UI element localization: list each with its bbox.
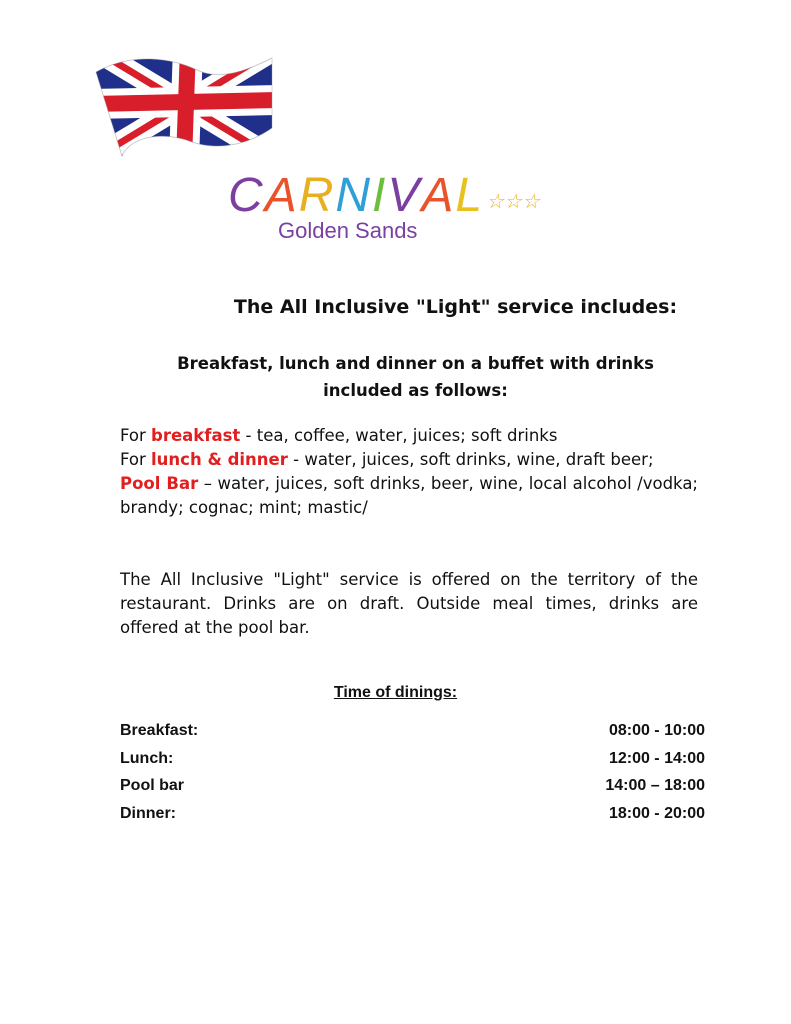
logo-letter: R <box>298 169 336 222</box>
pool-bar-drinks: Pool Bar – water, juices, soft drinks, beer, wine, local alcohol /vodka; brandy; cognac; mint; mastic/ <box>120 474 698 517</box>
carnival-logo <box>228 168 568 244</box>
logo-letter: C <box>228 169 265 222</box>
schedule-row-pool-bar: Pool bar 14:00 – 18:00 <box>120 777 705 794</box>
logo-letter: I <box>372 169 388 222</box>
schedule-row-breakfast: Breakfast: 08:00 - 10:00 <box>120 722 705 739</box>
logo-letter: N <box>335 169 373 222</box>
service-info-paragraph: The All Inclusive "Light" service is offered on the territory of the restaurant. Drinks are on draft. Outside meal times, drinks are offered at the pool bar. <box>120 570 698 637</box>
pool-bar-highlight: Pool Bar <box>120 474 199 493</box>
subheading-line-1: Breakfast, lunch and dinner on a buffet with drinks <box>177 354 654 373</box>
logo-subtitle: Golden Sands <box>278 218 418 243</box>
logo-letter: L <box>455 169 485 222</box>
dining-schedule <box>120 722 705 832</box>
drinks-list <box>120 424 698 520</box>
logo-letter: V <box>387 169 422 222</box>
dining-times-title: Time of dinings: <box>333 684 458 701</box>
logo-letter: A <box>421 169 456 222</box>
logo-letter: A <box>264 169 299 222</box>
lunch-dinner-drinks: For lunch & dinner - water, juices, soft drinks, wine, draft beer; <box>120 450 654 469</box>
subheading <box>20 350 791 404</box>
page-title: The All Inclusive "Light" service includes: <box>233 296 678 318</box>
rating-stars-icon: ☆☆☆ <box>486 191 540 213</box>
union-jack-flag-image <box>92 48 277 160</box>
schedule-row-dinner: Dinner: 18:00 - 20:00 <box>120 804 705 822</box>
breakfast-highlight: breakfast <box>151 426 241 445</box>
logo-wordmark <box>228 168 568 224</box>
subheading-line-2: included as follows: <box>323 381 508 400</box>
lunch-dinner-highlight: lunch & dinner <box>151 450 288 469</box>
schedule-row-lunch: Lunch: 12:00 - 14:00 <box>120 749 705 767</box>
logo-letters <box>228 168 484 224</box>
breakfast-drinks: For breakfast - tea, coffee, water, juices; soft drinks <box>120 426 558 445</box>
